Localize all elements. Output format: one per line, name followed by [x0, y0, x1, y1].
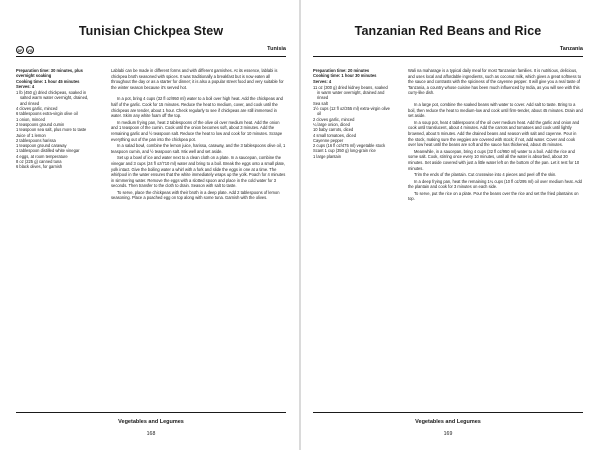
right-recipe-meta [313, 68, 391, 159]
ingredient: 10 baby carrots, diced [313, 127, 354, 133]
book-gutter [299, 0, 301, 450]
ingredient: 1½ cups (12 fl oz/355 ml) extra-virgin olive oil [313, 106, 390, 117]
dairy-free-icon: DF [16, 46, 24, 54]
ingredient: Sea salt [313, 100, 328, 106]
right-divider [313, 56, 583, 57]
right-method-text [408, 68, 583, 203]
right-intro-paragraph: Wali na maharage is a typical daily meal for most Tanzanian families. It is nutritious, delicious, and uses local and affordable ingredients, such as coconut milk, which gives a great softness to the sauce and contrasts with the spiciness of the cayenne pepper. It will give you a real taste of Tanzania, a country whose cuisine has been much influenced by India, as you will see with this curry-like dish. [408, 68, 582, 96]
ingredient: 1 teaspoon ground caraway [16, 143, 67, 149]
method-paragraph: In a pot, bring 4 cups (32 fl oz/950 ml) water to a boil over high heat. Add the chickpeas and half of the garlic. Cook for 15 minutes. Reduce the heat to medium, cover, and cook until the chickpeas are tender, about 1 hour. Check regularly to see if chickpeas are still immersed in water. Skim any white foam off the top. [111, 96, 283, 119]
right-serves: Serves: 4 [313, 78, 332, 84]
diet-badges [16, 46, 34, 54]
ingredient: 1 tablespoon distilled white vinegar [16, 148, 80, 154]
method-paragraph: To serve, put the rice on a plate. Pour the beans over the rice and set the fried plantains on top. [408, 190, 579, 202]
left-method-text [111, 68, 286, 202]
ingredient: 1 large plantain [313, 153, 341, 159]
left-ingredient-list [16, 90, 94, 169]
right-ingredient-list [313, 85, 391, 159]
ingredient: Cayenne pepper [313, 137, 344, 143]
method-paragraph: In a soup pot, heat 4 tablespoons of the oil over medium heat. Add the garlic and onion and cook until translucent, about 4 minutes. Add the carrots and tomatoes and cook until lightly browned, about 5 minutes. Add the drained beans and season with salt and cayenne. Pour in the stock, making sure the veggies are covered with stock; if not, add water. Cover and cook over low heat until the beans are soft and the sauce has thickened, about 45 minutes. [408, 119, 580, 148]
left-intro-paragraph: Lablabi can be made in different forms and with different garnishes. At its essence, lablabi is chickpea broth seasoned with spices. It was traditionally a breakfast but is now eaten all throughout the day or as a starter for dinner; it is also a popular street food and very suitable for the winter season because it's served hot. [111, 68, 284, 90]
ingredient: Scant 1 cup (350 g) long-grain rice [313, 148, 376, 154]
left-footer-rule [16, 412, 286, 413]
method-paragraph: In a deep frying pan, heat the remaining 1¼ cups (10 fl oz/295 ml) oil over medium heat. Add the plantain and cook for 3 minutes on each side. [408, 178, 582, 190]
vegetarian-icon: VG [26, 46, 34, 54]
right-header-rule [313, 46, 583, 56]
ingredient: 8 oz (225 g) canned tuna [16, 159, 62, 165]
ingredient: 1 onion, minced [16, 116, 45, 122]
method-paragraph: In a large pot, combine the soaked beans with water to cover. Add salt to taste. Bring to a boil, then reduce the heat to medium-low and cook until firm-tender, about 45 minutes. Drain and set aside. [408, 101, 583, 119]
right-footer-section: Vegetables and Legumes [415, 419, 481, 425]
right-cook-time: Cooking time: 1 hour 30 minutes [313, 73, 377, 79]
ingredient: 4 small tomatoes, diced [313, 132, 357, 138]
right-recipe-title: Tanzanian Red Beans and Rice [354, 24, 542, 38]
ingredient: Juice of 1 lemon [16, 132, 46, 138]
ingredient: 1 lb (450 g) dried chickpeas, soaked in salted warm water overnight, drained, and rinsed [16, 90, 89, 106]
ingredient: 4 cloves garlic, minced [16, 106, 58, 112]
method-paragraph: Trim the ends of the plantain. Cut crosswise into 4 pieces and peel off the skin. [414, 172, 557, 178]
ingredient: 11 oz (300 g) dried kidney beans, soaked in warm water overnight, drained and rinsed [313, 84, 388, 101]
left-prep-time: Preparation time: 30 minutes, plus overnight soaking [16, 68, 83, 79]
ingredient: 1 teaspoon sea salt, plus more to taste [16, 127, 87, 133]
left-serves: Serves: 4 [16, 83, 35, 89]
method-paragraph: Meanwhile, in a saucepan, bring 4 cups (32 fl oz/950 ml) water to a boil. Add the rice and some salt. Cook, stirring once every 10 minutes, until all the water is absorbed, about 30 minutes. Set aside covered with just a little water left on the bottom of the pan. Let it rest for 10 minutes. [408, 148, 580, 171]
left-divider [16, 56, 286, 57]
left-recipe-title: Tunisian Chickpea Stew [78, 24, 224, 38]
right-prep-time: Preparation time: 20 minutes [313, 68, 370, 73]
left-header-rule [16, 46, 286, 56]
method-paragraph: In a salad bowl, combine the lemon juice, harissa, caraway, and the 3 tablespoons olive oil, 1 teaspoon cumin, and ½ teaspoon salt. Mix well and set aside. [111, 143, 286, 154]
left-page [16, 0, 286, 450]
left-footer-section: Vegetables and Legumes [118, 419, 184, 425]
ingredient: 2 teaspoons ground cumin [16, 121, 65, 127]
left-page-number: 168 [146, 431, 156, 437]
ingredient: ¼ large onion, diced [313, 121, 350, 127]
method-paragraph: To serve, place the chickpeas with their broth in a deep plate. Add 2 tablespoons of lemon seasoning. Place a poached egg on top along with some tuna. Garnish with the olives. [111, 189, 280, 201]
method-paragraph: In medium frying pan, heat 2 tablespoons of the olive oil over medium heat. Add the onion and 1 teaspoon of the cumin. Cook until the onion becomes soft, about 3 minutes. Add the remaining garlic and ½ teaspoon salt. Reduce the heat to low and cook for 10 minutes. Scrape everything out of the pan into the chickpea pot. [111, 119, 283, 142]
method-paragraph: Set up a bowl of ice and water next to a clean cloth on a plate. In a saucepan, combine the vinegar and 3 cups (24 fl oz/710 ml) water and bring to a boil. Break the eggs onto a small plate, yolk intact. Give the boiling water a whirl with a fork and slide the eggs in one at a time. The whirlpool in the water ensures that the white immediately wraps up the yolk. Poach for 4 minutes in simmering water. Remove the eggs with a slotted spoon and place in the cold water for 3 seconds. Then transfer to the cloth to drain. Season with salt to taste. [111, 155, 286, 189]
right-page-number: 169 [443, 431, 453, 437]
ingredient: 2 tablespoons harissa [16, 137, 56, 143]
right-region-label: Tanzania [559, 46, 583, 52]
ingredient: 2 cups (16 fl oz/475 ml) vegetable stock [313, 143, 386, 149]
right-footer-rule [313, 412, 583, 413]
left-recipe-meta [16, 68, 94, 170]
right-page [313, 0, 583, 450]
ingredient: 6 black olives, for garnish [16, 164, 63, 170]
ingredient: 2 cloves garlic, minced [313, 116, 355, 122]
left-region-label: Tunisia [267, 46, 286, 52]
left-cook-time: Cooking time: 1 hour 45 minutes [16, 78, 80, 84]
ingredient: 4 eggs, at room temperature [16, 153, 68, 159]
ingredient: 6 tablespoons extra-virgin olive oil [16, 111, 78, 117]
